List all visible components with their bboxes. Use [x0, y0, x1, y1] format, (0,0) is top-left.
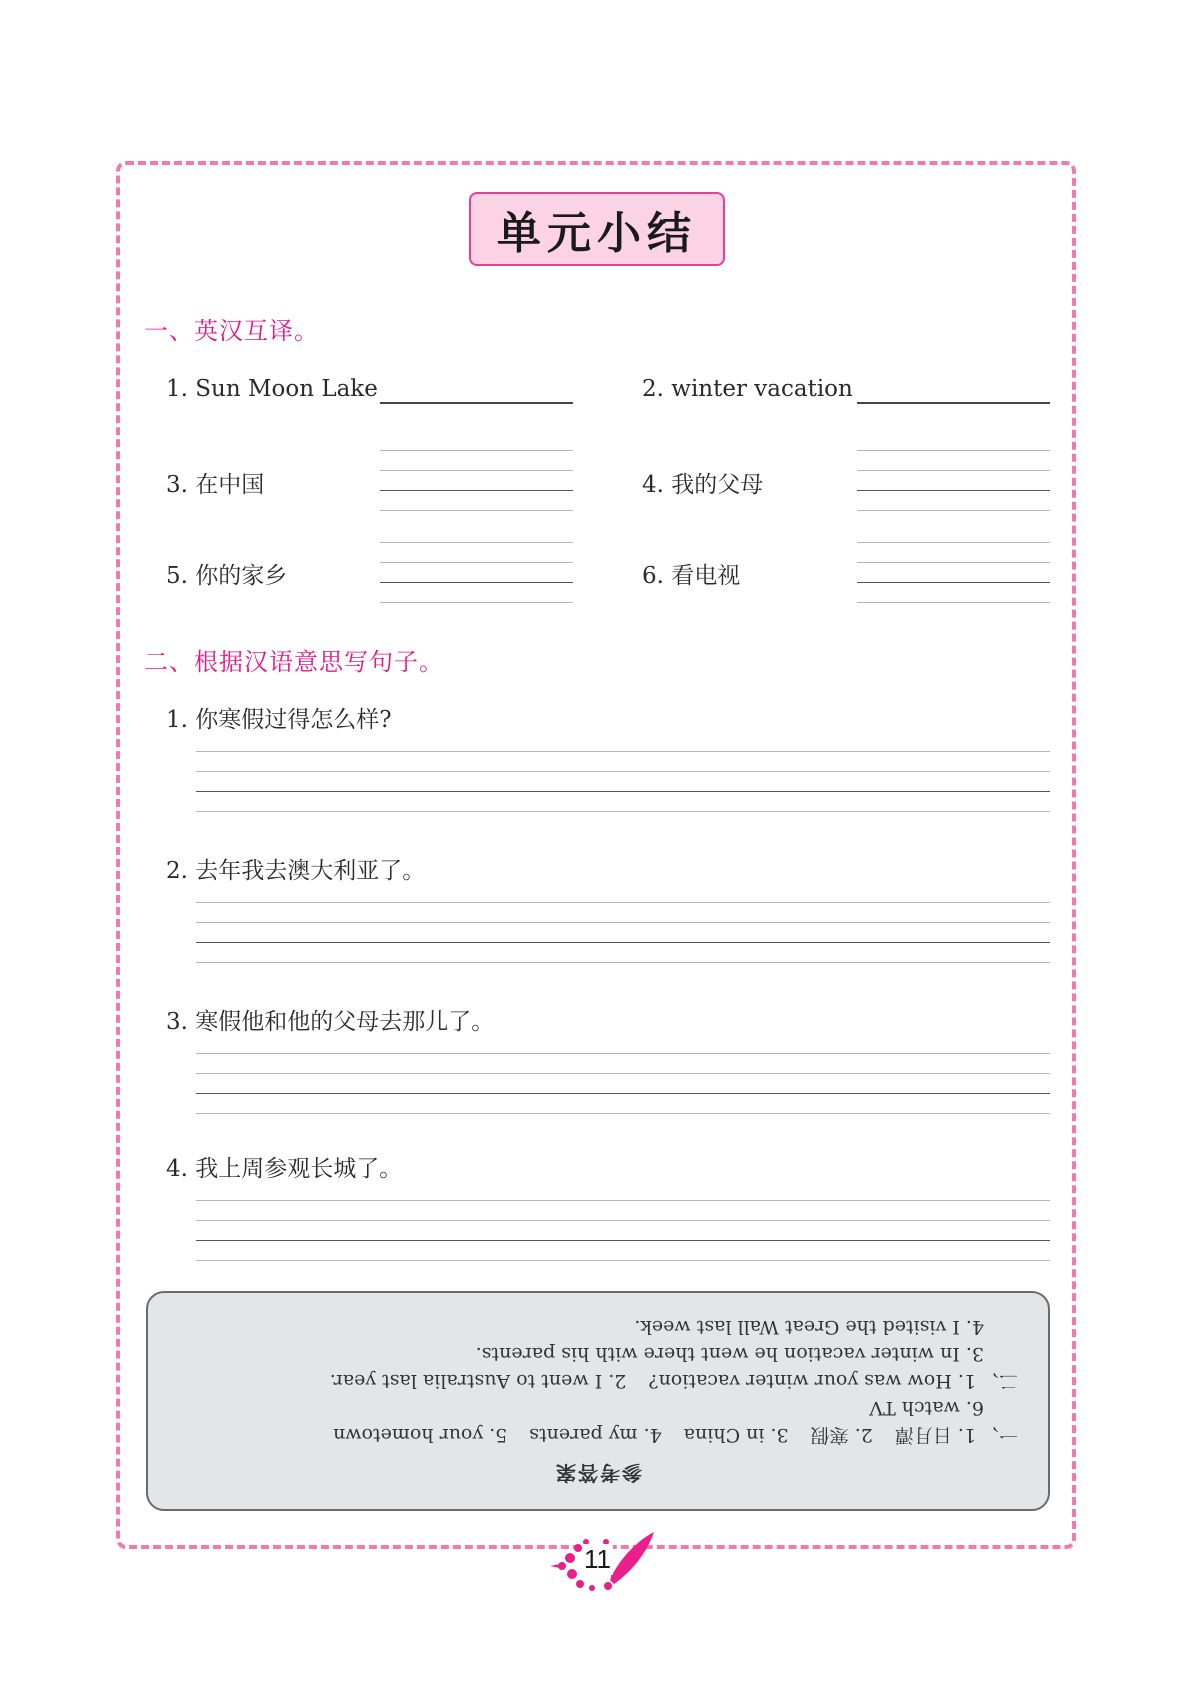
translation-item-3: 3. 在中国 [166, 472, 265, 498]
sentence-guide-4[interactable] [196, 1200, 1050, 1262]
answer-part-1-cont: 6. watch TV [869, 1397, 984, 1419]
sentence-guide-3[interactable] [196, 1053, 1050, 1115]
answer-part-2-line-3: 4. I visited the Great Wall last week. [634, 1316, 984, 1338]
answer-key-box [146, 1291, 1050, 1511]
writing-guide-5[interactable] [380, 542, 573, 604]
writing-guide-3[interactable] [380, 450, 573, 512]
translation-item-2: 2. winter vacation [642, 376, 853, 402]
answer-part-1: 一、1. 日月潭2. 寒假3. in China4. my parents5. your hometown [333, 1424, 1018, 1446]
page-number-ornament [548, 1530, 658, 1600]
translation-item-6: 6. 看电视 [642, 563, 741, 589]
sentence-item-1: 1. 你寒假过得怎么样? [166, 707, 392, 733]
title-banner [469, 192, 725, 266]
answer-key-title: 参考答案 [554, 1461, 642, 1485]
answer-part-2: 二、1. How was your winter vacation?2. I went to Australia last year. [329, 1370, 1018, 1392]
page-title: 单元小结 [497, 208, 697, 259]
sentence-item-3: 3. 寒假他和他的父母去那儿了。 [166, 1009, 495, 1035]
answer-blank-1[interactable] [380, 402, 573, 404]
page-number: 11 [584, 1544, 611, 1574]
writing-guide-6[interactable] [857, 542, 1050, 604]
section-1-heading: 一、英汉互译。 [144, 317, 319, 345]
translation-item-5: 5. 你的家乡 [166, 563, 288, 589]
sentence-item-2: 2. 去年我去澳大利亚了。 [166, 858, 426, 884]
writing-guide-4[interactable] [857, 450, 1050, 512]
sentence-item-4: 4. 我上周参观长城了。 [166, 1156, 403, 1182]
translation-item-4: 4. 我的父母 [642, 472, 764, 498]
section-2-heading: 二、根据汉语意思写句子。 [144, 648, 444, 676]
answer-key-content [148, 1293, 1048, 1509]
answer-blank-2[interactable] [857, 402, 1050, 404]
answer-part-2-line-2: 3. In winter vacation he went there with his parents. [475, 1343, 984, 1365]
translation-item-1: 1. Sun Moon Lake [166, 376, 378, 402]
sentence-guide-1[interactable] [196, 751, 1050, 813]
sentence-guide-2[interactable] [196, 902, 1050, 964]
